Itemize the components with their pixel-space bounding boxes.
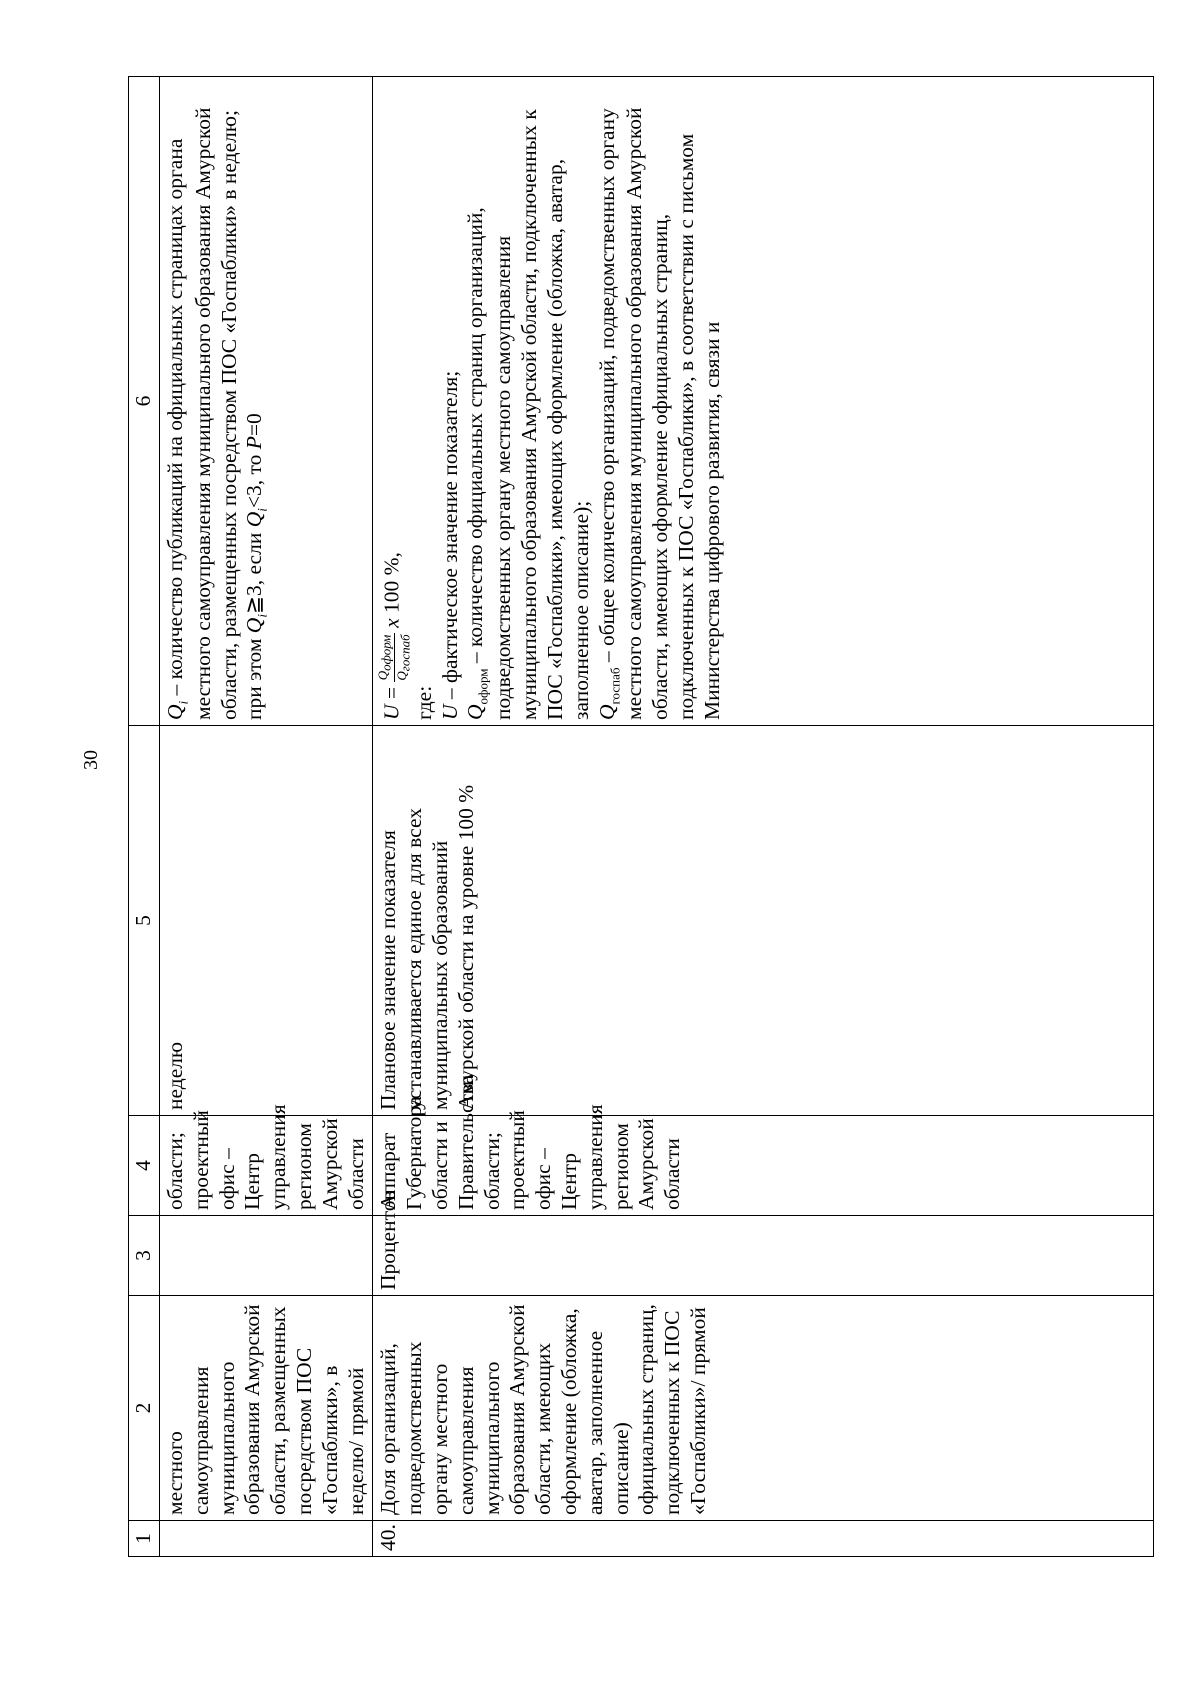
col-header-1: 1 [129, 1521, 160, 1557]
row39-unit [160, 1216, 373, 1296]
numerator-q: Q [375, 670, 391, 681]
page-number: 30 [80, 750, 102, 770]
row40-number: 40. [373, 1521, 1154, 1557]
denominator-sub: госпаб [397, 634, 413, 672]
q-symbol: Q [163, 704, 187, 720]
indicator-table [128, 76, 1154, 1557]
q-symbol-cond1: Q [242, 617, 267, 634]
formula-u: U [380, 704, 405, 720]
row40-indicator-name: Доля организаций, подведомственных органу местного самоуправления муниципального образования Амурской области, имеющих оформление (обложка, аватар, заполненное описание) официальных страниц, подключенных к ПОС «Госпаблики»/ прямой [373, 1296, 1154, 1521]
condition-text-2: ≧3, если [242, 527, 267, 615]
q-oform-subscript: оформ [475, 668, 491, 705]
formula-equals: = [380, 681, 405, 705]
condition-text-3: <3, то [242, 449, 267, 509]
row39-number [160, 1521, 373, 1557]
col-header-4: 4 [129, 1116, 160, 1216]
formula-rest: 100 %, [380, 552, 405, 619]
row40-unit: Процентов [373, 1216, 1154, 1296]
fraction-numerator [376, 633, 394, 681]
u-symbol: U [437, 704, 462, 720]
row40-plan-value: Плановое значение показателя устанавливается единое для всех муниципальных образований Амурской области на уровне 100 % [373, 726, 1154, 1116]
fraction-denominator [395, 633, 412, 681]
q-definition: – количество публикаций на официальных страницах органа местного самоуправления муниципального образования Амурской области, размещенных посредством ПОС «Госпаблики» в неделю; [163, 107, 241, 720]
row39-plan-value: неделю [160, 726, 373, 1116]
col-header-2: 2 [129, 1296, 160, 1521]
q-gospab-subscript: госпаб [606, 667, 622, 705]
table-row-39-continued [160, 77, 373, 1557]
p-symbol: P [242, 436, 267, 450]
col-header-5: 5 [129, 726, 160, 1116]
formula-fraction [376, 633, 411, 681]
formula-times: x [380, 618, 405, 634]
denominator-q: Q [393, 671, 409, 681]
numerator-sub: оформ [378, 634, 394, 671]
q-subscript: i [175, 700, 191, 705]
row40-calculation-method [373, 77, 1154, 726]
formula-line [376, 82, 411, 720]
q-subscript-cond1: i [254, 614, 270, 618]
q-gospab-definition-line [595, 82, 726, 720]
q-oform-symbol: Q [463, 704, 488, 720]
condition-text-1: при этом [242, 633, 267, 720]
q-gospab-definition: – общее количество организаций, подведомственных органу местного самоуправления муниципального образования Амурской области, имеющих оформление официальных страниц, подключенных к ПОС «Госпаблики», в соответствии с письмом Министерства цифрового развития, связи и [594, 107, 724, 720]
q-gospab-symbol: Q [594, 704, 619, 720]
row39-indicator-name: местного самоуправления муниципального образования Амурской области, размещенных посредством ПОС «Госпаблики», в неделю/ прямой [160, 1296, 373, 1521]
q-symbol-cond2: Q [242, 511, 267, 528]
where-label: где: [411, 685, 436, 720]
row40-responsible: Аппарат Губернатора области и Правительства области; проектный офис – Центр управления регионом Амурской области [373, 1116, 1154, 1216]
q-oform-definition-line [463, 82, 594, 720]
condition-text-4: =0 [242, 413, 267, 437]
row39-calculation-method [160, 77, 373, 726]
u-definition: – фактическое значение показателя; [437, 370, 462, 705]
row39-responsible: области; проектный офис – Центр управления регионом Амурской области [160, 1116, 373, 1216]
u-definition-line [438, 82, 464, 720]
q-subscript-cond2: i [254, 508, 270, 512]
header-row [129, 77, 160, 1557]
col-header-6: 6 [129, 77, 160, 726]
rotated-table-container [128, 77, 1154, 1557]
table-row-40 [373, 77, 1154, 1557]
col-header-3: 3 [129, 1216, 160, 1296]
q-oform-definition: – количество официальных страниц организаций, подведомственных органу местного самоуправления муниципального образования Амурской области, подключенных к ПОС «Госпаблики», имеющих оформление (обложка, аватар, заполненное описание); [463, 109, 593, 720]
